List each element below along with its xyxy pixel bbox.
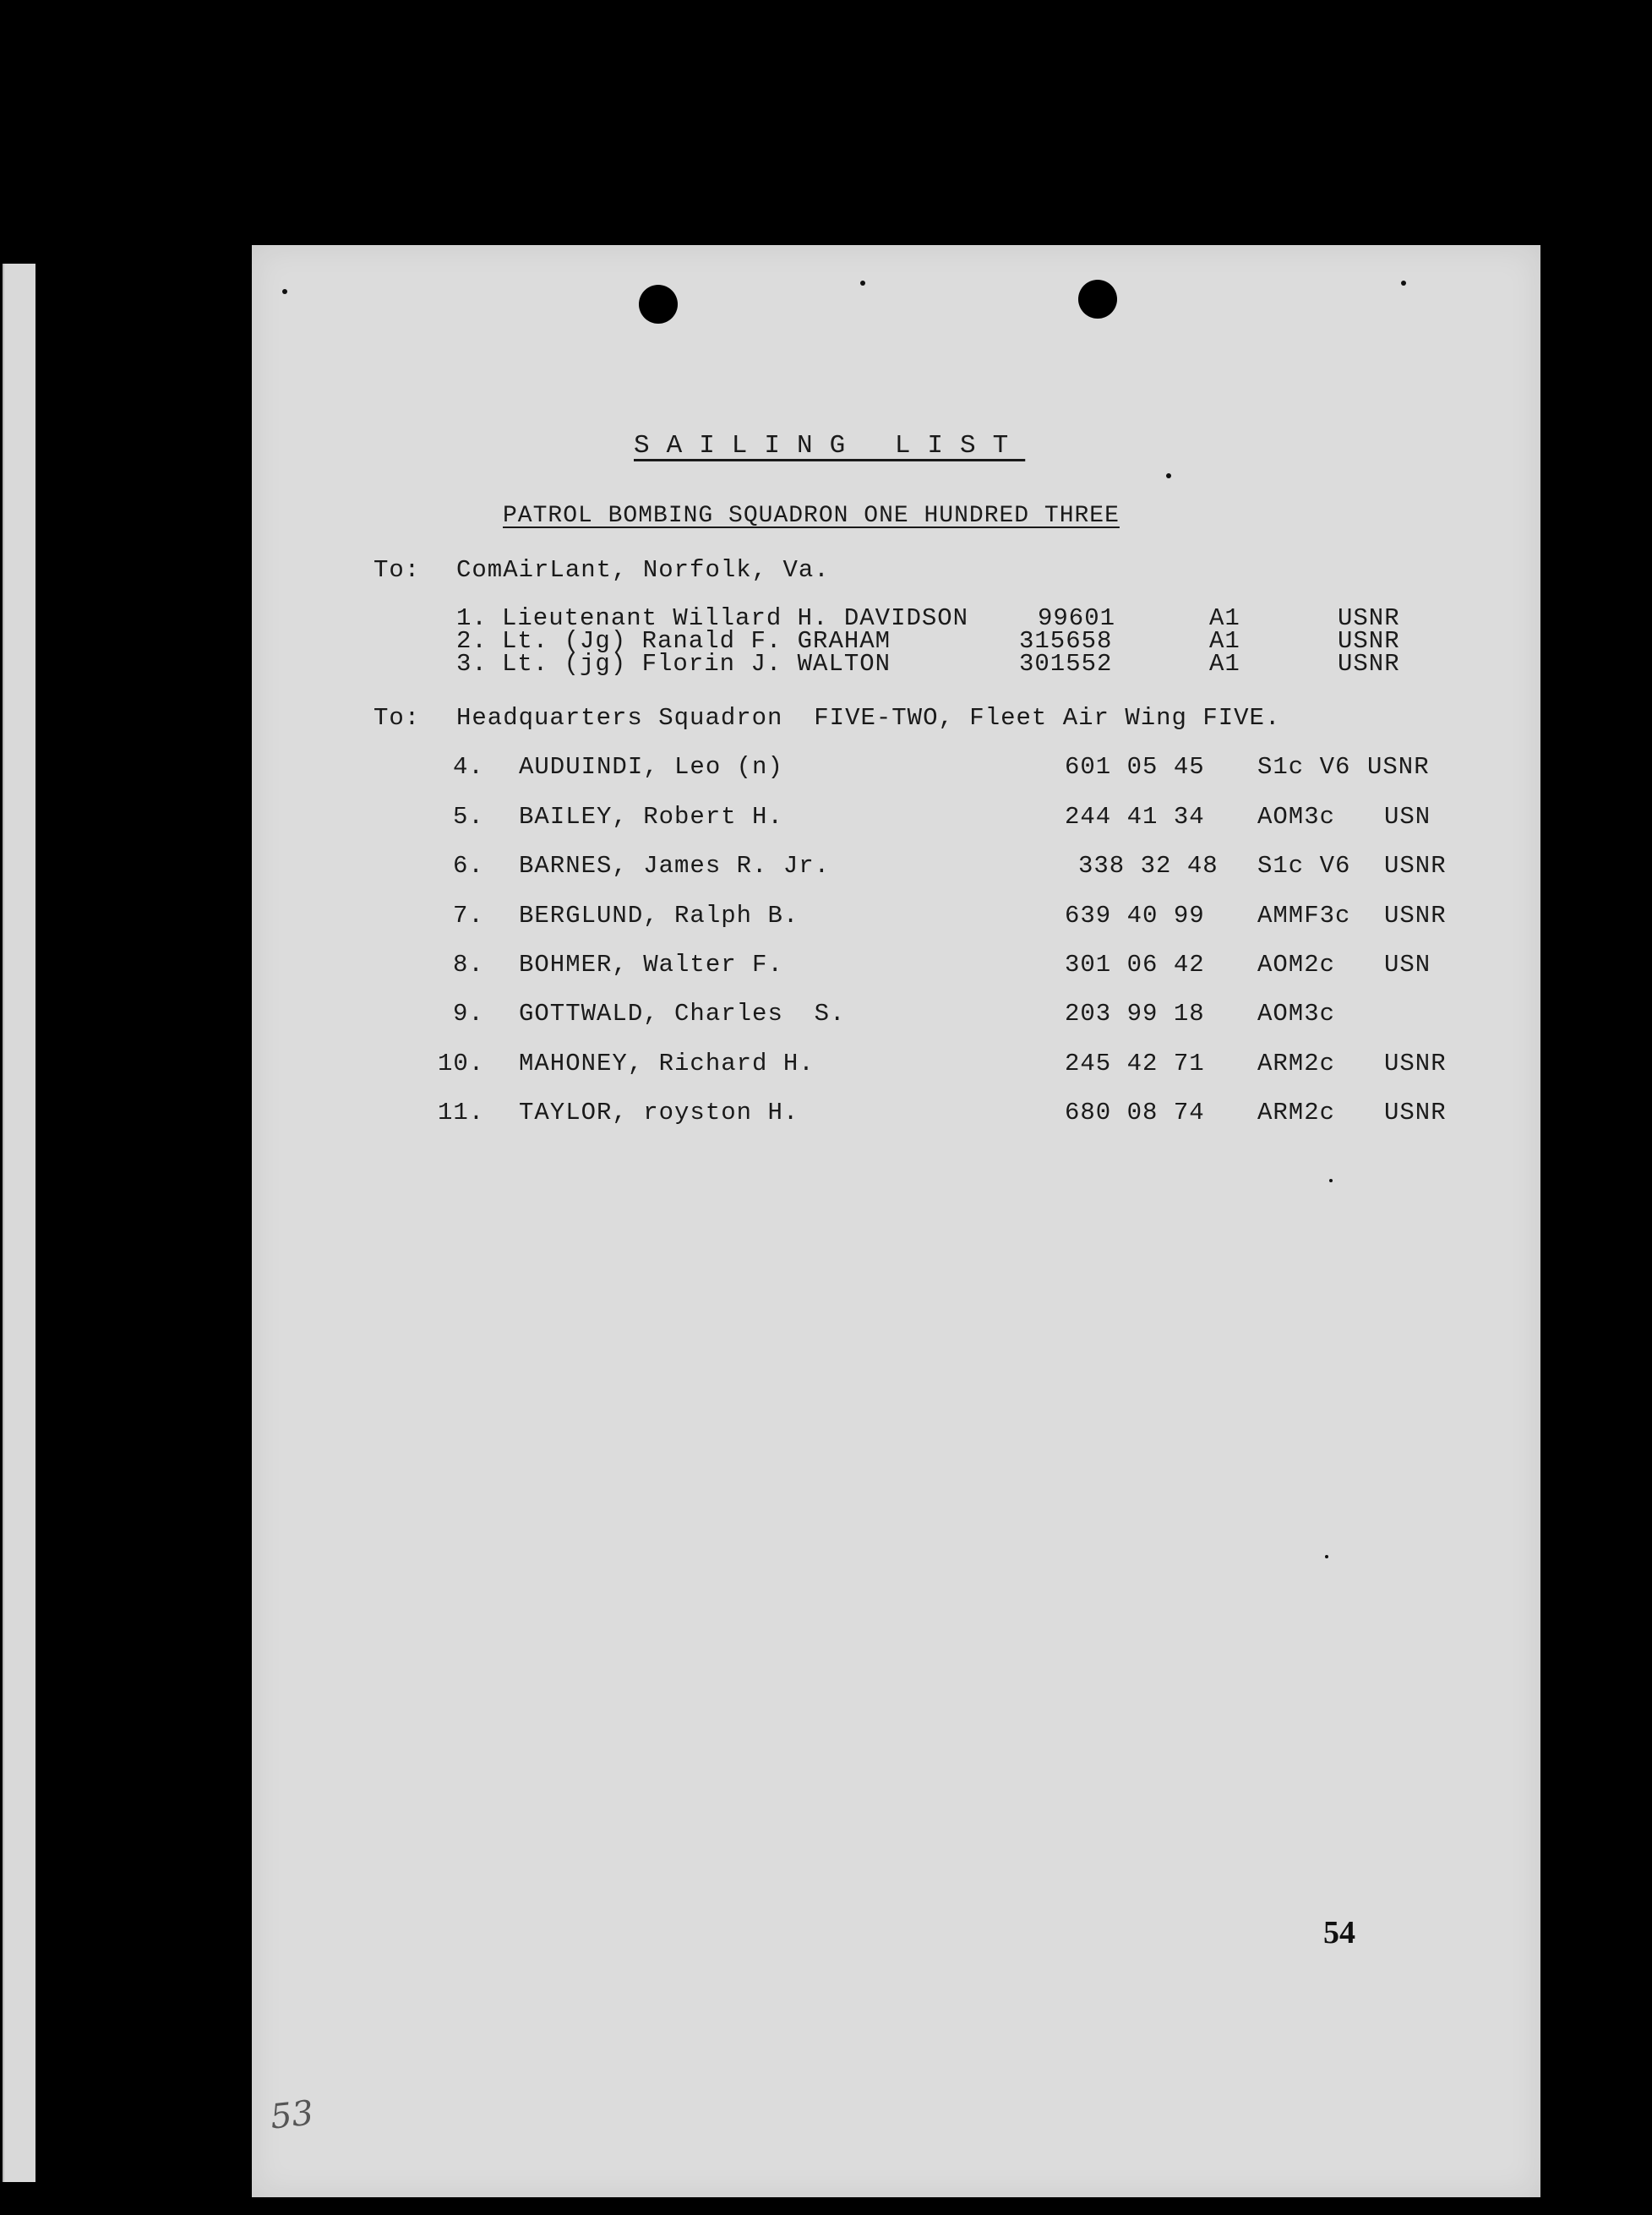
enlisted-service-number: 203 99 18 xyxy=(1065,1000,1205,1028)
enlisted-branch: USN xyxy=(1384,803,1431,831)
speck xyxy=(1329,1179,1333,1182)
enlisted-rate: AOM2c xyxy=(1257,951,1336,979)
enlisted-name: BOHMER, Walter F. xyxy=(519,951,783,979)
enlisted-number: 6. xyxy=(453,852,484,880)
enlisted-service-number: 680 08 74 xyxy=(1065,1099,1205,1127)
document-page xyxy=(252,245,1540,2197)
enlisted-rate: AOM3c xyxy=(1257,803,1336,831)
officer-number: 3. xyxy=(456,650,488,678)
adjacent-page-strip xyxy=(3,264,35,2182)
enlisted-number: 11. xyxy=(438,1099,485,1127)
page-number: 54 xyxy=(1323,1915,1355,1950)
enlisted-name: BARNES, James R. Jr. xyxy=(519,852,831,880)
officer-service-number: 315658 xyxy=(1019,627,1113,655)
enlisted-number: 8. xyxy=(453,951,484,979)
officer-service-number: 301552 xyxy=(1019,650,1113,678)
enlisted-branch: USNR xyxy=(1384,1099,1447,1127)
enlisted-rate: ARM2c xyxy=(1257,1099,1336,1127)
enlisted-number: 10. xyxy=(438,1050,485,1077)
enlisted-rate: S1c V6 xyxy=(1257,852,1351,880)
document-title: SAILING LIST xyxy=(634,431,1026,461)
officer-number: 1. xyxy=(456,604,488,632)
speck xyxy=(1166,473,1171,478)
enlisted-branch: USNR xyxy=(1384,902,1447,930)
enlisted-service-number: 301 06 42 xyxy=(1065,951,1205,979)
officer-class: A1 xyxy=(1209,604,1240,632)
enlisted-name: TAYLOR, royston H. xyxy=(519,1099,799,1127)
officer-class: A1 xyxy=(1209,650,1240,678)
enlisted-number: 5. xyxy=(453,803,484,831)
destination-line: ComAirLant, Norfolk, Va. xyxy=(456,556,830,584)
officer-branch: USNR xyxy=(1338,627,1400,655)
officer-number: 2. xyxy=(456,627,488,655)
enlisted-rate: S1c V6 xyxy=(1257,753,1351,781)
enlisted-name: MAHONEY, Richard H. xyxy=(519,1050,815,1077)
enlisted-number: 7. xyxy=(453,902,484,930)
officer-name: Lt. (Jg) Ranald F. GRAHAM xyxy=(502,627,891,655)
enlisted-branch: USN xyxy=(1384,951,1431,979)
officer-branch: USNR xyxy=(1338,650,1400,678)
enlisted-branch: USNR xyxy=(1384,1050,1447,1077)
enlisted-name: GOTTWALD, Charles S. xyxy=(519,1000,846,1028)
document-subtitle: PATROL BOMBING SQUADRON ONE HUNDRED THREE xyxy=(503,503,1120,529)
to-label: To: xyxy=(373,556,421,584)
enlisted-branch: USNR xyxy=(1384,852,1447,880)
enlisted-name: AUDUINDI, Leo (n) xyxy=(519,753,783,781)
enlisted-service-number: 601 05 45 xyxy=(1065,753,1205,781)
enlisted-number: 9. xyxy=(453,1000,484,1028)
officer-class: A1 xyxy=(1209,627,1240,655)
enlisted-service-number: 244 41 34 xyxy=(1065,803,1205,831)
enlisted-rate: AMMF3c xyxy=(1257,902,1351,930)
destination-line: Headquarters Squadron FIVE-TWO, Fleet Air Wing FIVE. xyxy=(456,704,1281,732)
enlisted-name: BAILEY, Robert H. xyxy=(519,803,783,831)
speck xyxy=(860,281,865,286)
speck xyxy=(1325,1555,1328,1558)
handwritten-page-mark: 53 xyxy=(268,2093,316,2137)
officer-name: Lt. (jg) Florin J. WALTON xyxy=(502,650,891,678)
enlisted-name: BERGLUND, Ralph B. xyxy=(519,902,799,930)
punch-hole xyxy=(1078,280,1117,319)
enlisted-number: 4. xyxy=(453,753,484,781)
to-label: To: xyxy=(373,704,421,732)
enlisted-branch: USNR xyxy=(1367,753,1430,781)
enlisted-rate: ARM2c xyxy=(1257,1050,1336,1077)
speck xyxy=(1401,281,1406,286)
punch-hole xyxy=(639,285,678,324)
speck xyxy=(282,289,287,294)
officer-service-number: 99601 xyxy=(1038,604,1116,632)
enlisted-service-number: 338 32 48 xyxy=(1078,852,1219,880)
enlisted-service-number: 639 40 99 xyxy=(1065,902,1205,930)
officer-branch: USNR xyxy=(1338,604,1400,632)
enlisted-rate: AOM3c xyxy=(1257,1000,1336,1028)
enlisted-service-number: 245 42 71 xyxy=(1065,1050,1205,1077)
officer-name: Lieutenant Willard H. DAVIDSON xyxy=(502,604,969,632)
